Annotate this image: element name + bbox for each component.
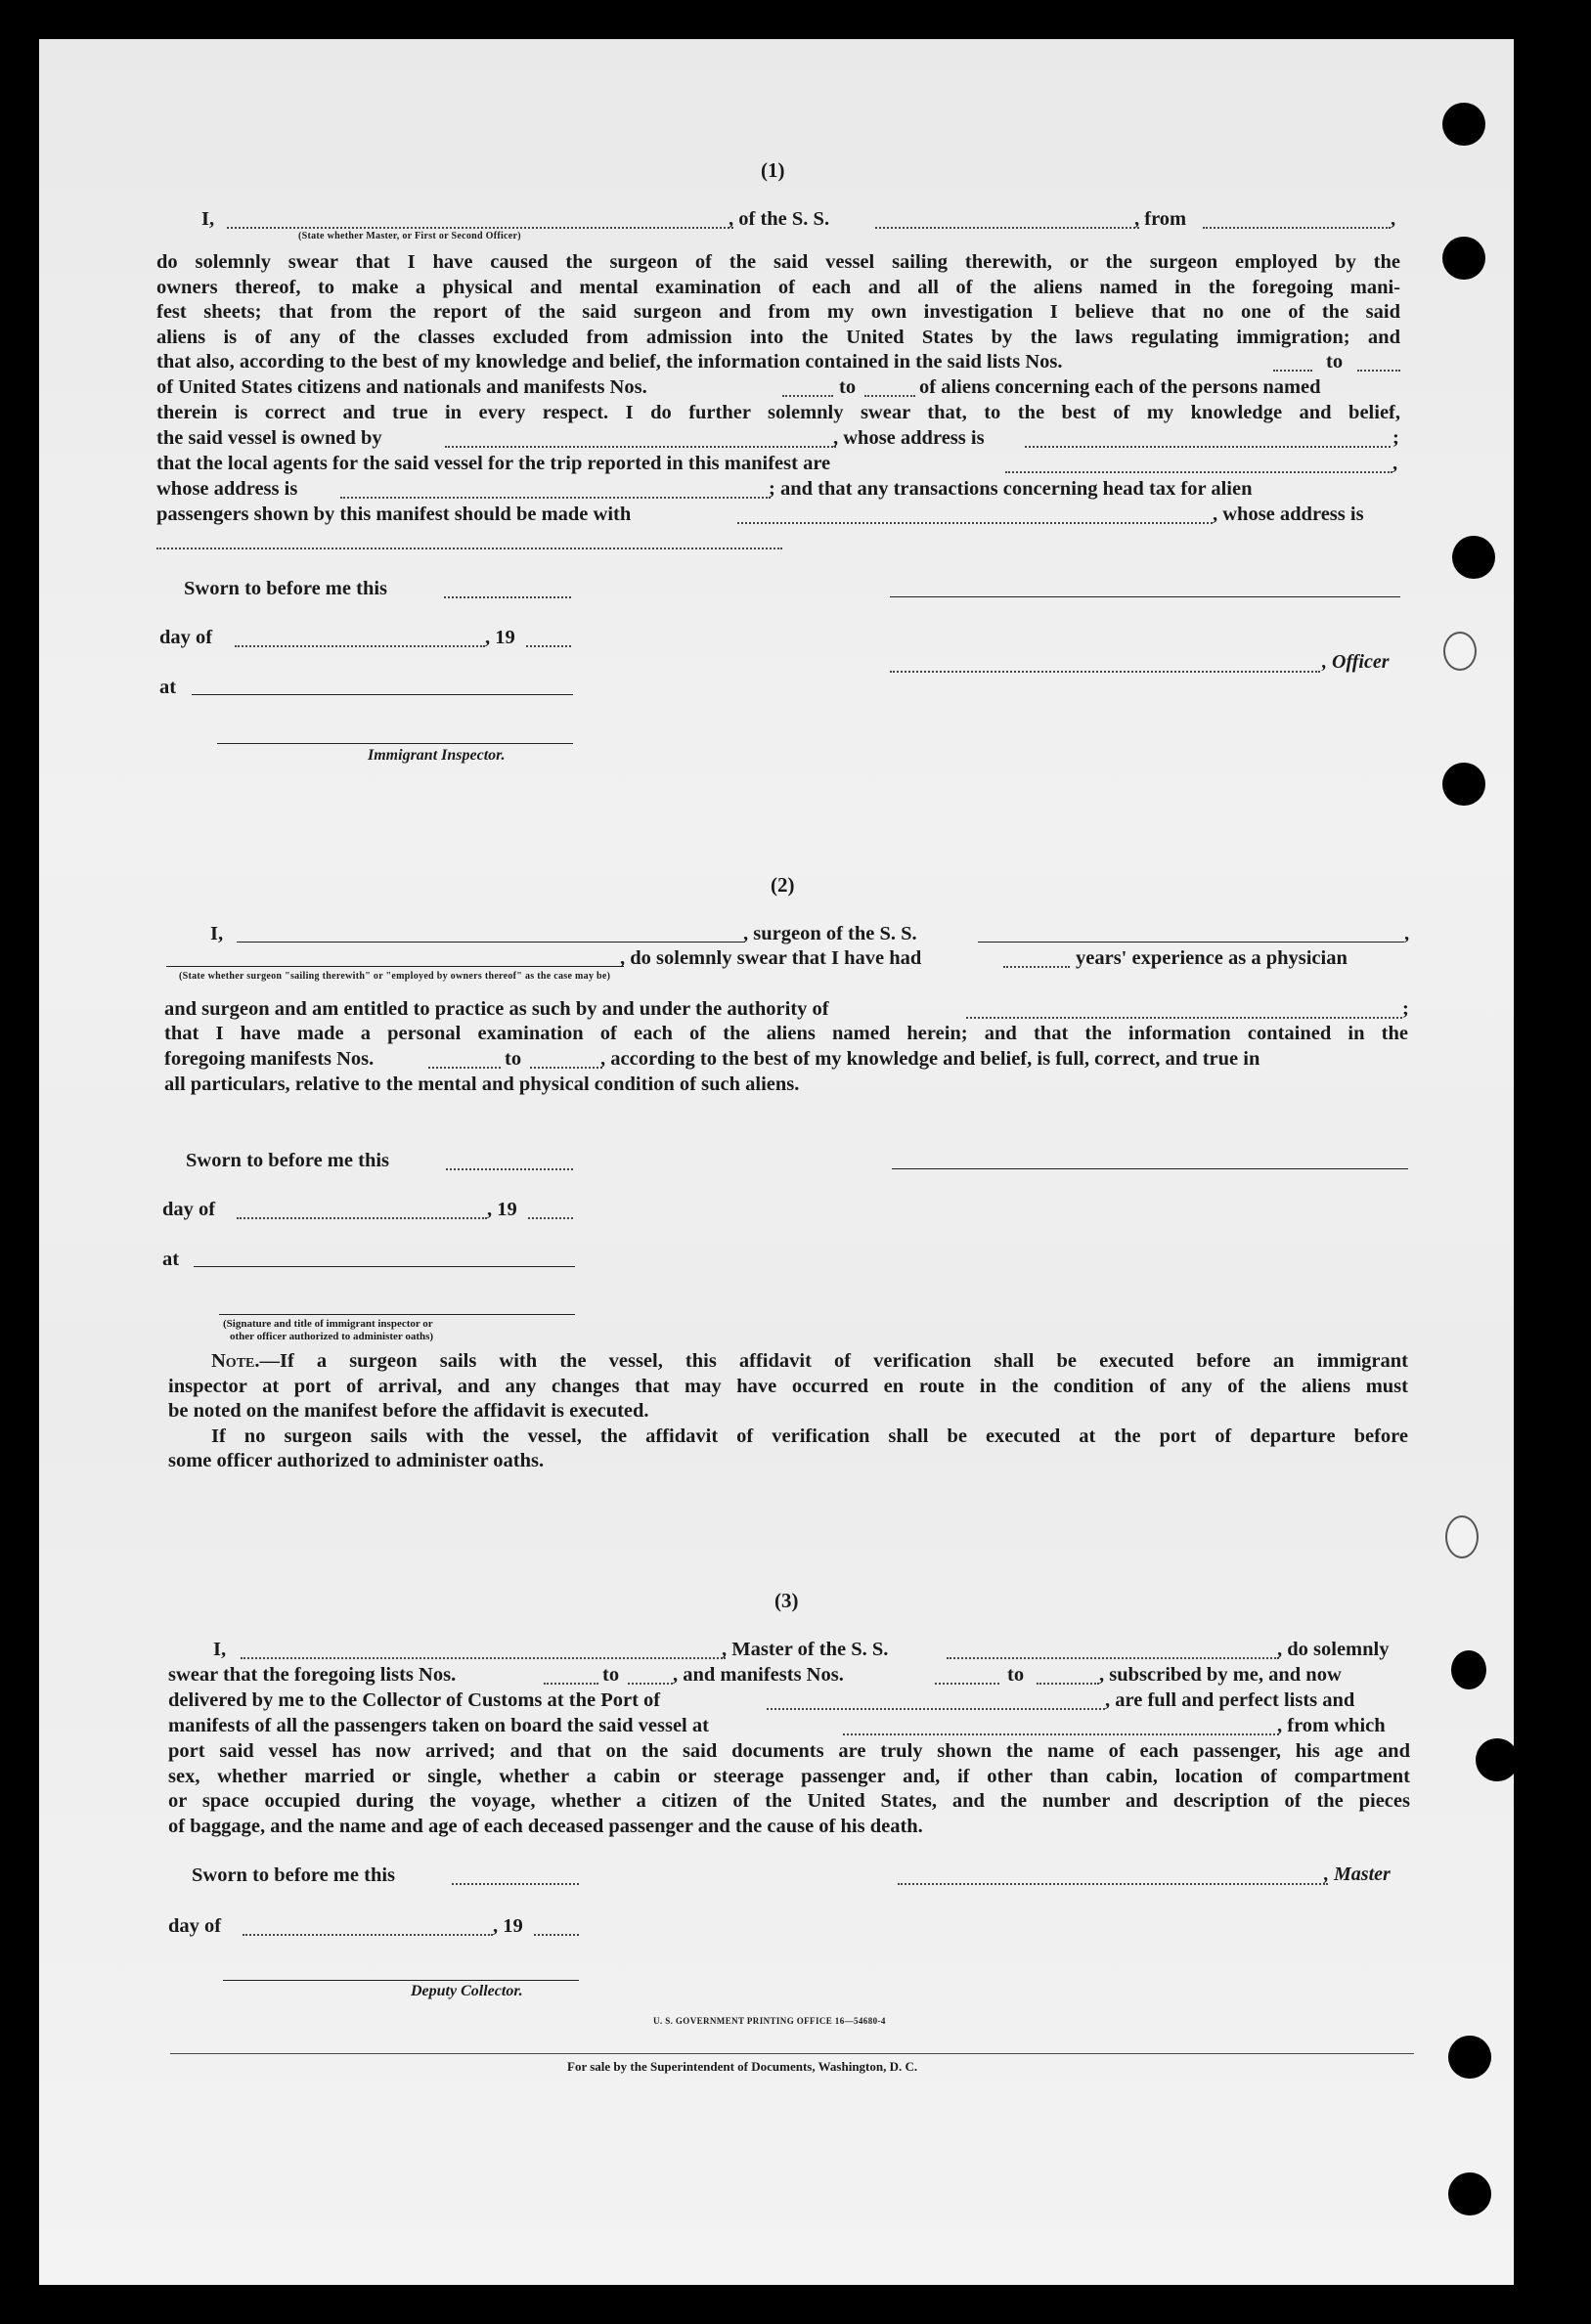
s1-officer-signature-line[interactable] [890,596,1400,597]
head-tax-address-field[interactable] [156,548,782,549]
s3-year-field[interactable] [534,1934,579,1936]
note-line: some officer authorized to administer oaths. [168,1450,545,1472]
years-experience-field[interactable] [1003,966,1070,968]
signature-note: (Signature and title of immigrant inspector or [223,1318,433,1330]
s2-manifests-label: foregoing manifests Nos. [164,1048,375,1070]
s1-sworn-label: Sworn to before me this [184,578,388,599]
master-name-field[interactable] [241,1657,726,1659]
s3-month-field[interactable] [243,1934,493,1936]
s2-sworn-label: Sworn to before me this [186,1150,390,1171]
s1-text-line: that also, according to the best of my knowledge and belief, the information contained in the said lists Nos. [156,351,1063,373]
s2-authority-label: and surgeon and am entitled to practice as such by and under the authority of [164,998,829,1020]
s1-text-line: ; and that any transactions concerning head tax for alien [769,478,1253,500]
punch-hole [1442,763,1485,806]
s1-sworn-day-field[interactable] [444,596,571,598]
s3-sworn-label: Sworn to before me this [192,1864,396,1886]
punch-hole [1476,1738,1519,1781]
s2-i-label: I, [210,923,224,944]
punch-hole [1443,632,1477,671]
note-label: Note. [211,1350,260,1372]
s3-manifests-from-field[interactable] [935,1683,999,1685]
s3-lists-from-field[interactable] [544,1683,598,1685]
section-3-heading: (3) [774,1589,799,1612]
s2-at-label: at [162,1249,180,1270]
note-line: If no surgeon sails with the vessel, the affidavit of verification shall be executed at the port of departure before [211,1425,1408,1447]
s1-at-field[interactable] [192,694,573,695]
s1-text-wrap [156,401,1400,426]
s1-at-label: at [159,677,177,698]
s2-inspector-signature-line[interactable] [219,1314,575,1315]
lists-to-field[interactable] [1357,370,1400,372]
agents-field[interactable] [1005,471,1392,473]
s2-surgeon-signature-line[interactable] [892,1168,1408,1169]
s3-text-line: sex, whether married or single, whether a cabin or steerage passenger and, if other than cabin, location of compartment [168,1765,1410,1787]
surgeon-status-field[interactable] [166,966,624,967]
s1-text-line: do solemnly swear that I have caused the surgeon of the said vessel sailing therewith, or the surgeon employed by the [156,251,1400,273]
s1-text-line: owners thereof, to make a physical and mental examination of each and all of the aliens named in the foregoing mani- [156,276,1400,298]
s3-text-line: of baggage, and the name and age of each deceased passenger and the cause of his death. [168,1815,923,1837]
agents-address-field[interactable] [340,497,771,499]
s2-text-line: , according to the best of my knowledge and belief, is full, correct, and true in [600,1048,1260,1070]
s3-text-line: port said vessel has now arrived; and that on the said documents are truly shown the name of each passenger, his age and [168,1740,1410,1762]
s1-text-line: of United States citizens and nationals and manifests Nos. [156,376,647,398]
s1-i-label: I, [201,208,215,230]
s3-port-label: delivered by me to the Collector of Customs at the Port of [168,1689,661,1711]
manifests-to-field[interactable] [864,395,915,397]
deputy-collector-label: Deputy Collector. [411,1983,523,1999]
s1-year-label: , 19 [485,627,515,648]
punch-hole [1448,2036,1491,2079]
s2-manifests-to-field[interactable] [530,1067,602,1069]
s3-text-line: , from which [1277,1715,1386,1736]
s3-to-label: to [1007,1664,1025,1686]
s2-vessel-field[interactable] [978,942,1404,943]
s3-year-label: , 19 [493,1915,523,1937]
s1-agents-label: that the local agents for the said vessel for the trip reported in this manifest are [156,453,831,474]
s1-year-field[interactable] [526,645,571,647]
s3-solemnly-label: , do solemnly [1277,1639,1390,1660]
authority-field[interactable] [966,1017,1402,1019]
s1-comma: , [1392,453,1398,474]
head-tax-field[interactable] [737,522,1213,524]
s3-text-line: , are full and perfect lists and [1105,1689,1355,1711]
manifests-from-field[interactable] [782,395,833,397]
s1-inspector-signature-line[interactable] [217,743,573,744]
s1-to-label: to [1326,351,1344,373]
officer-name-field[interactable] [227,227,733,229]
s3-master-label: , Master of the S. S. [722,1639,889,1660]
vessel-name-field[interactable] [875,227,1139,229]
s3-lists-to-field[interactable] [628,1683,673,1685]
owner-address-field[interactable] [1025,446,1391,448]
officer-label: , Officer [1322,651,1390,673]
surgeon-name-field[interactable] [237,942,745,943]
sale-note: For sale by the Superintendent of Documents, Washington, D. C. [567,2059,918,2074]
s1-address-label: , whose address is [833,427,985,449]
master-label: , Master [1324,1864,1391,1885]
s3-boarded-label: manifests of all the passengers taken on board the said vessel at [168,1715,709,1736]
lists-from-field[interactable] [1273,370,1312,372]
s1-text-line: fest sheets; that from the report of the said surgeon and from my own investigation I believe that no one of the said [156,301,1400,324]
s1-text-line: aliens is of any of the classes excluded from admission into the United States by the laws regulating immigration; and [156,326,1400,348]
note-line: be noted on the manifest before the affidavit is executed. [168,1400,649,1423]
s2-comma: , [1404,923,1410,944]
s1-semicolon: ; [1392,427,1399,449]
s3-to-label: to [602,1664,620,1686]
s1-day-of-label: day of [159,627,213,648]
signature-note: other officer authorized to administer oaths) [230,1331,434,1342]
punch-hole [1451,1650,1486,1689]
punch-hole [1442,237,1485,280]
section-2-heading: (2) [771,873,795,897]
punch-hole [1448,2172,1491,2215]
s3-lists-label: swear that the foregoing lists Nos. [168,1664,457,1686]
s3-sworn-day-field[interactable] [452,1883,579,1885]
s3-subscribed-label: , subscribed by me, and now [1099,1664,1342,1686]
s2-to-label: to [505,1048,522,1070]
s2-text-line: all particulars, relative to the mental and physical condition of such aliens. [164,1074,800,1095]
s2-text-wrap [164,1022,1408,1047]
s2-year-label: , 19 [487,1199,517,1220]
s1-oath-paragraph [156,250,1400,350]
s2-at-field[interactable] [194,1266,575,1267]
note-paragraph [168,1349,1408,1474]
note-text: —If a surgeon sails with the vessel, this affidavit of verification shall be executed before an immigrant [259,1350,1408,1372]
s3-manifests-label: , and manifests Nos. [673,1664,844,1686]
deputy-collector-signature-line[interactable] [223,1980,579,1981]
s2-manifests-from-field[interactable] [428,1067,501,1069]
s2-month-field[interactable] [237,1217,487,1219]
gpo-imprint: U. S. GOVERNMENT PRINTING OFFICE 16—54680-4 [653,2016,886,2026]
s3-day-of-label: day of [168,1915,222,1937]
s3-vessel-field[interactable] [947,1657,1279,1659]
footer-rule [170,2053,1414,2054]
note-line [168,1349,1408,1375]
s2-semicolon: ; [1402,998,1409,1020]
s1-to-label: to [839,376,857,398]
officer-note: (State whether Master, or First or Second Officer) [298,231,521,241]
owner-field[interactable] [445,446,836,448]
surgeon-note: (State whether surgeon "sailing therewith" or "employed by owners thereof" as the case may be) [179,971,611,982]
s1-from-label: , from [1134,208,1187,230]
note-line: inspector at port of arrival, and any changes that may have occurred en route in the condition of any of the aliens must [168,1375,1408,1397]
s2-years-label: years' experience as a physician [1076,947,1348,969]
s1-of-ss-label: , of the S. S. [729,208,830,230]
s3-oath-paragraph [168,1739,1410,1839]
punch-hole [1445,1515,1479,1558]
punch-hole [1442,103,1485,146]
port-field[interactable] [767,1708,1105,1710]
s1-head-tax-label: passengers shown by this manifest should be made with [156,504,632,525]
s1-officer-title-field[interactable] [890,671,1320,673]
immigrant-inspector-label: Immigrant Inspector. [368,747,506,764]
s3-manifests-to-field[interactable] [1037,1683,1099,1685]
s2-day-of-label: day of [162,1199,216,1220]
s3-i-label: I, [213,1639,227,1660]
s2-text-line: that I have made a personal examination of each of the aliens named herein; and that the information contained in the [164,1023,1408,1044]
section-1-heading: (1) [761,158,785,182]
s2-sworn-day-field[interactable] [446,1168,573,1170]
s2-year-field[interactable] [528,1217,573,1219]
s1-month-field[interactable] [235,645,485,647]
s1-whose-address-label: , whose address is [1213,504,1364,525]
boarding-port-field[interactable] [843,1733,1279,1735]
s3-text-line: or space occupied during the voyage, whether a citizen of the United States, and the number and description of the pieces [168,1790,1410,1813]
s1-comma: , [1391,208,1396,230]
s2-swear-label: , do solemnly swear that I have had [620,947,922,969]
s1-whose-address-label: whose address is [156,478,298,500]
punch-hole [1452,536,1495,579]
from-port-field[interactable] [1203,227,1391,229]
s1-text-line: therein is correct and true in every respect. I do further solemnly swear that, to the best of my knowledge and belief, [156,402,1400,423]
master-signature-line[interactable] [898,1883,1328,1885]
s1-owned-label: the said vessel is owned by [156,427,382,449]
s2-surgeon-label: , surgeon of the S. S. [743,923,917,944]
s1-text-line: of aliens concerning each of the persons named [919,376,1321,398]
